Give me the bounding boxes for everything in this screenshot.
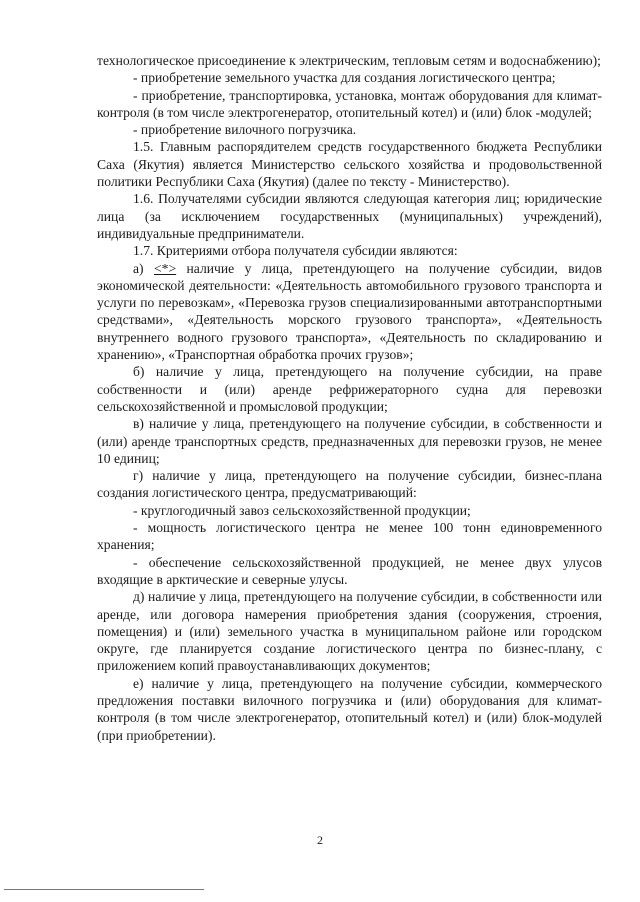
paragraph-criterion-g: г) наличие у лица, претендующего на получение субсидии, бизнес-плана создания логистического центра, предусматривающий: [97,468,602,501]
paragraph-equipment: - приобретение, транспортировка, установка, монтаж оборудования для климат-контроля (в том числе электрогенератор, отопительный котел) и (или) блок -модулей; [97,87,602,120]
paragraph-criterion-a [97,260,602,364]
footnote-marker: <*> [153,260,177,276]
paragraph-forklift: - приобретение вилочного погрузчика. [133,122,357,138]
paragraph-criterion-b: б) наличие у лица, претендующего на получение субсидии, на праве собственности и (или) аренде рефрижераторного судна для перевозки сельскохозяйственной и промысловой продукции; [97,364,602,414]
footer-divider [4,889,204,890]
paragraph-criterion-v: в) наличие у лица, претендующего на получение субсидии, в собственности и (или) аренде транспортных средств, предназначенных для перевозки грузов, не менее 10 единиц; [97,416,602,466]
paragraph-criterion-e: е) наличие у лица, претендующего на получение субсидии, коммерческого предложения поставки вилочного погрузчика и (или) оборудования для климат-контроля (в том числе электрогенератор, отопительный котел) и (или) блок-модулей (при приобретении). [97,675,602,743]
document-body [97,52,602,744]
paragraph-1: технологическое присоединение к электрическим, тепловым сетям и водоснабжению); [97,53,601,68]
paragraph-supply: - обеспечение сельскохозяйственной продукцией, не менее двух улусов входящие в арктические и северные улусы. [97,554,602,587]
paragraph-1-7: 1.7. Критериями отбора получателя субсидии являются: [133,243,458,259]
criterion-a-prefix: а) [133,260,154,276]
paragraph-1-5: 1.5. Главным распорядителем средств государственного бюджета Республики Саха (Якутия) является Министерство сельского хозяйства и продовольственной политики Республики Саха (Якутия) (далее по тексту - Министерство). [97,139,602,190]
page-number: 2 [317,833,323,847]
criterion-a-text: наличие у лица, претендующего на получение субсидии, видов экономической деятельности: «Деятельность автомобильного грузового транспорта и услуги по перевозкам», «Перевозка грузов специализированными автотранспортными средствами», «Деятельность морского грузового транспорта», «Деятельность внутреннего водного грузового транспорта», «Деятельность по складированию и хранению», «Транспортная обработка прочих грузов»; [97,260,602,363]
paragraph-land-purchase: - приобретение земельного участка для создания логистического центра; [133,70,556,86]
paragraph-criterion-d: д) наличие у лица, претендующего на получение субсидии, в собственности или аренде, или договора намерения приобретения здания (сооружения, строения, помещения) и (или) земельного участка в муниципальном районе или городском округе, где планируется создание логистического центра по бизнес-плану, с приложением копий правоустанавливающих документов; [97,589,602,674]
paragraph-capacity: - мощность логистического центра не менее 100 тонн единовременного хранения; [97,520,602,553]
paragraph-1-6: 1.6. Получателями субсидии являются следующая категория лиц; юридические лица (за исключением государственных (муниципальных) учреждений), индивидуальные предприниматели. [97,191,602,241]
paragraph-year-round: - круглогодичный завоз сельскохозяйственной продукции; [133,502,471,518]
